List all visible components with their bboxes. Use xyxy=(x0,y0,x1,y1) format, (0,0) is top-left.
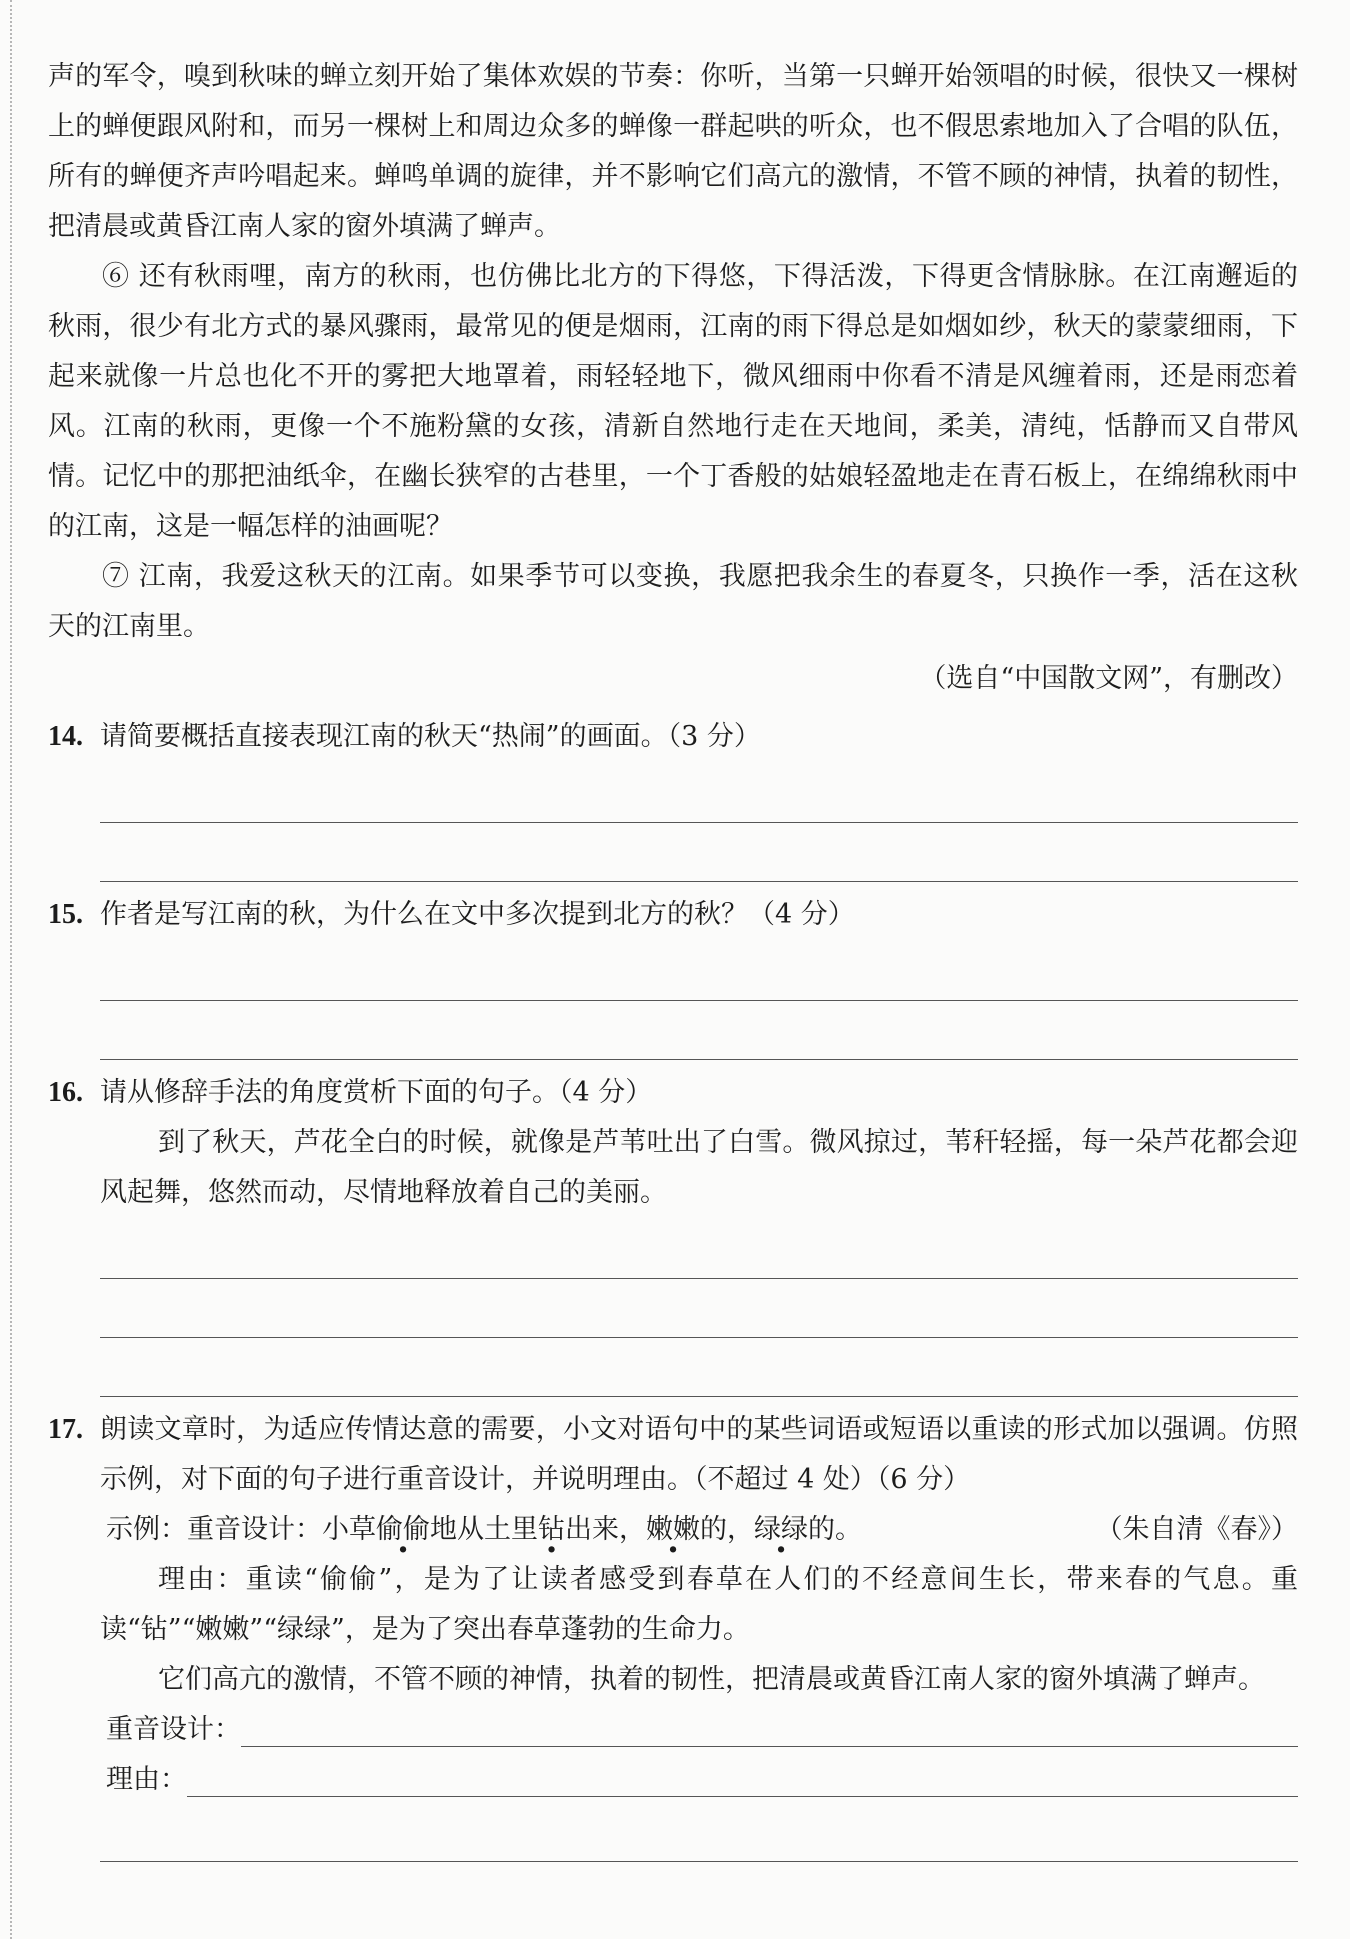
example-text: 地从土里 xyxy=(430,1514,538,1545)
quoted-sentence: 到了秋天，芦花全白的时候，就像是芦苇吐出了白雪。微风掠过，苇秆轻摇，每一朵芦花都会迎风起舞，悠然而动，尽情地释放着自己的美丽。 xyxy=(100,1127,1298,1208)
stress-design-input-line[interactable] xyxy=(241,1710,1298,1747)
question-number: 15. xyxy=(48,899,83,930)
example-text: 的。 xyxy=(808,1514,862,1545)
example-sentence xyxy=(106,1505,862,1555)
question-15 xyxy=(48,890,1298,1060)
passage-paragraph-7: ⑦ 江南，我爱这秋天的江南。如果季节可以变换，我愿把我余生的春夏冬，只换作一季，活在这秋天的江南里。 xyxy=(48,561,1298,642)
stressed-word: 钻 xyxy=(538,1514,565,1545)
question-16 xyxy=(48,1068,1298,1397)
target-sentence: 它们高亢的激情，不管不顾的神情，执着的韧性，把清晨或黄昏江南人家的窗外填满了蝉声。 xyxy=(158,1664,1265,1695)
passage-paragraph-continued: 声的军令，嗅到秋味的蝉立刻开始了集体欢娱的节奏：你听，当第一只蝉开始领唱的时候，很快又一棵树上的蝉便跟风附和，而另一棵树上和周边众多的蝉像一群起哄的听众，也不假思索地加入了合唱的队伍，所有的蝉便齐声吟唱起来。蝉鸣单调的旋律，并不影响它们高亢的激情，不管不顾的神情，执着的韧性，把清晨或黄昏江南人家的窗外填满了蝉声。 xyxy=(48,61,1298,242)
binding-margin-rule xyxy=(10,0,12,1939)
reason-input-line[interactable] xyxy=(187,1760,1298,1797)
answer-line[interactable] xyxy=(100,1279,1298,1338)
question-text: 朗读文章时，为适应传情达意的需要，小文对语句中的某些词语或短语以重读的形式加以强调。仿照示例，对下面的句子进行重音设计，并说明理由。（不超过 4 处）（6 分） xyxy=(100,1414,1298,1495)
example-text: 的， xyxy=(700,1514,754,1545)
example-row xyxy=(48,1505,1298,1555)
question-14 xyxy=(48,712,1298,882)
question-number: 16. xyxy=(48,1077,83,1108)
question-17 xyxy=(48,1405,1298,1862)
stressed-word: 偷偷 xyxy=(376,1514,430,1545)
field-label: 理由： xyxy=(106,1764,187,1795)
example-text: 出来， xyxy=(565,1514,646,1545)
question-text: 请简要概括直接表现江南的秋天“热闹”的画面。（3 分） xyxy=(100,721,761,752)
question-text: 作者是写江南的秋，为什么在文中多次提到北方的秋？（4 分） xyxy=(100,899,855,930)
reason-field xyxy=(48,1755,1298,1805)
passage-source: （选自“中国散文网”，有删改） xyxy=(919,663,1298,694)
answer-line[interactable] xyxy=(100,1218,1298,1279)
answer-line[interactable] xyxy=(100,940,1298,1001)
question-number: 14. xyxy=(48,721,83,752)
stressed-word: 绿绿 xyxy=(754,1514,808,1545)
answer-line[interactable] xyxy=(100,1338,1298,1397)
stress-design-field xyxy=(48,1705,1298,1755)
answer-line[interactable] xyxy=(100,823,1298,882)
stressed-word: 嫩嫩 xyxy=(646,1514,700,1545)
field-label: 重音设计： xyxy=(106,1714,241,1745)
answer-line[interactable] xyxy=(100,1805,1298,1862)
passage-paragraph-6: ⑥ 还有秋雨哩，南方的秋雨，也仿佛比北方的下得悠，下得活泼，下得更含情脉脉。在江南邂逅的秋雨，很少有北方式的暴风骤雨，最常见的便是烟雨，江南的雨下得总是如烟如纱，秋天的蒙蒙细雨，下起来就像一片总也化不开的雾把大地罩着，雨轻轻地下，微风细雨中你看不清是风缠着雨，还是雨恋着风。江南的秋雨，更像一个不施粉黛的女孩，清新自然地行走在天地间，柔美，清纯，恬静而又自带风情。记忆中的那把油纸伞，在幽长狭窄的古巷里，一个丁香般的姑娘轻盈地走在青石板上，在绵绵秋雨中的江南，这是一幅怎样的油画呢？ xyxy=(48,261,1298,542)
example-text: 示例：重音设计：小草 xyxy=(106,1514,376,1545)
question-number: 17. xyxy=(48,1414,83,1445)
example-source: （朱自清《春》） xyxy=(1095,1514,1298,1545)
exam-page xyxy=(48,52,1298,1862)
example-reason: 理由：重读“偷偷”，是为了让读者感受到春草在人们的不经意间生长，带来春的气息。重读“钻”“嫩嫩”“绿绿”，是为了突出春草蓬勃的生命力。 xyxy=(100,1564,1298,1645)
question-text: 请从修辞手法的角度赏析下面的句子。（4 分） xyxy=(100,1077,653,1108)
answer-line[interactable] xyxy=(100,762,1298,823)
answer-line[interactable] xyxy=(100,1001,1298,1060)
